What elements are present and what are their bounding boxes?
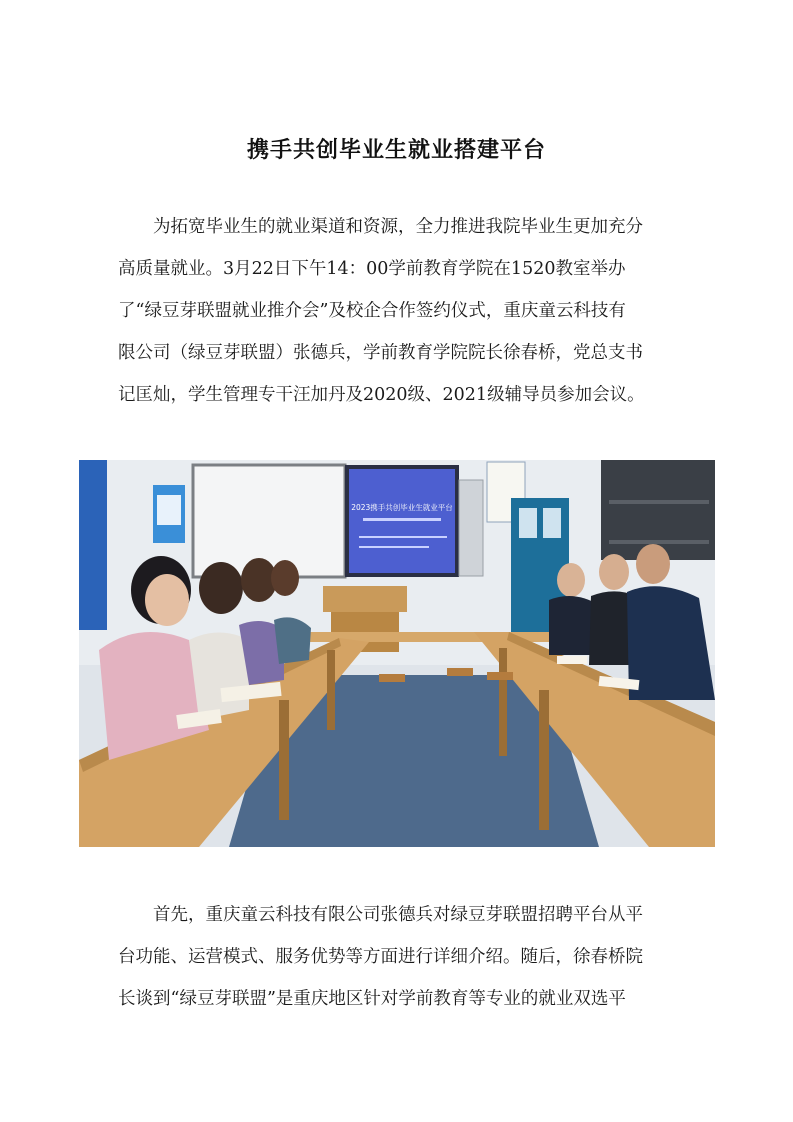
paragraph-line: 长谈到“绿豆芽联盟”是重庆地区针对学前教育等专业的就业双选平 <box>118 989 626 1009</box>
meeting-photo <box>79 460 715 847</box>
paragraph-details <box>118 894 674 1020</box>
paragraph-intro <box>118 206 674 416</box>
paragraph-line: 记匡灿，学生管理专干汪加丹及2020级、2021级辅导员参加会议。 <box>118 385 645 405</box>
paragraph-line: 台功能、运营模式、服务优势等方面进行详细介绍。随后，徐春桥院 <box>118 947 643 967</box>
paragraph-line: 首先，重庆童云科技有限公司张德兵对绿豆芽联盟招聘平台从平 <box>153 905 643 925</box>
slide-title: 2023携手共创毕业生就业平台 <box>351 503 453 512</box>
document-title: 携手共创毕业生就业搭建平台 <box>246 138 546 163</box>
paragraph-line: 高质量就业。3月22日下午14：00学前教育学院在1520教室举办 <box>118 259 626 279</box>
paragraph-line: 了“绿豆芽联盟就业推介会”及校企合作签约仪式，重庆童云科技有 <box>118 301 626 321</box>
paragraph-line: 限公司（绿豆芽联盟）张德兵，学前教育学院院长徐春桥，党总支书 <box>118 343 643 363</box>
paragraph-line: 为拓宽毕业生的就业渠道和资源，全力推进我院毕业生更加充分 <box>153 217 643 237</box>
